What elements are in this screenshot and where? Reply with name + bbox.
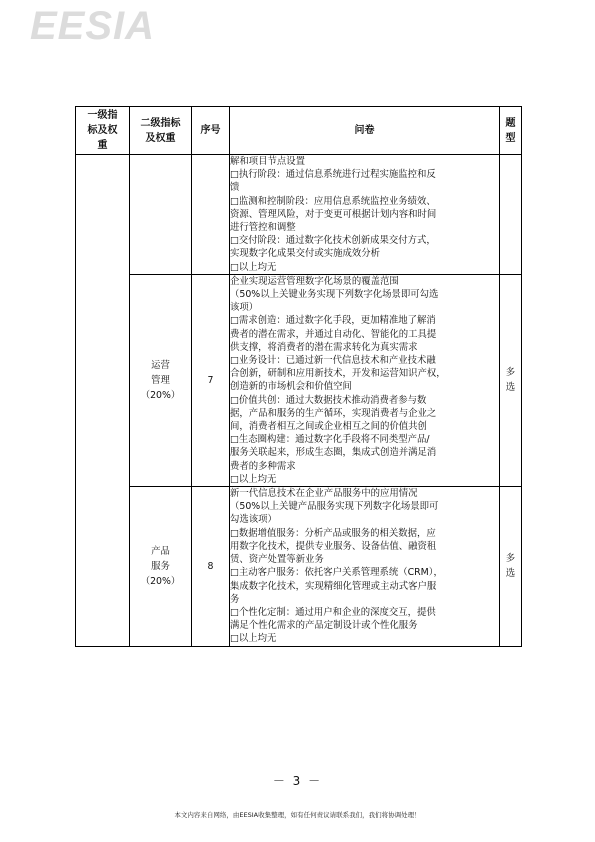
question-line: 满足个性化需求的产品定制设计或个性化服务 [230,620,418,632]
question-title: 新一代信息技术在企业产品服务中的应用情况 [230,488,418,500]
question-line: 务 [230,593,240,605]
option-execution: □执行阶段：通过信息系统进行过程实施监控和反 [230,169,436,181]
table-row [76,487,522,646]
question-line: 进行管控和调整 [230,222,296,234]
question-line: 据，产品和服务的生产循环，实现消费者与企业之 [230,407,437,419]
question-line: 实现数字化成果交付或实施成效分析 [230,248,381,260]
question-line: 赁、资产处置等新业务 [230,554,324,566]
sequence-cell [192,155,230,275]
table-row [76,274,522,486]
sequence-cell: 8 [192,487,230,646]
question-line: 间，消费者相互之间或企业相互之间的价值共创 [230,421,427,433]
question-line: 资源、管理风险，对于变更可根据计划内容和时间 [230,208,437,220]
table-row [76,155,522,275]
question-title: 企业实现运营管理数字化场景的覆盖范围 [230,275,399,287]
question-cell [230,274,500,486]
question-line: 创造新的市场机会和价值空间 [230,381,352,393]
question-line: 解和项目节点设置 [230,156,306,167]
question-line: 集成数字化技术，实现精细化管理或主动式客户服 [230,580,437,592]
option-none: □以上均无 [230,261,277,273]
option-ecosystem: □生态圈构建：通过数字化手段将不同类型产品/ [230,434,430,446]
option-data-value-added: □数据增值服务：分析产品或服务的相关数据，应 [230,527,436,539]
option-delivery: □交付阶段：通过数字化技术创新成果交付方式， [230,235,436,247]
level1-indicator-cell [76,155,130,647]
level2-indicator-cell: 运营 管理 （20%） [130,274,192,486]
header-questionnaire: 问卷 [230,107,500,155]
question-line: 服务关联起来，形成生态圈，集成式创造并满足消 [230,447,437,459]
option-value-cocreation: □价值共创：通过大数据技术推动消费者参与数 [230,394,427,406]
header-level1-indicator: 一级指 标及权 重 [76,107,130,155]
header-level2-indicator: 二级指标 及权重 [130,107,192,155]
question-line: 费者的潜在需求，并通过自动化、智能化的工具提 [230,328,437,340]
question-cell [230,487,500,646]
option-none: □以上均无 [230,633,277,645]
option-monitoring: □监测和控制阶段：应用信息系统监控业务绩效、 [230,195,436,207]
question-type-cell: 多 选 [500,487,522,646]
sequence-cell: 7 [192,274,230,486]
question-type-cell [500,155,522,275]
question-line: （50%以上关键业务实现下列数字化场景即可勾选 [230,289,439,301]
question-line: 馈 [230,182,240,194]
question-line: （50%以上关键产品服务实现下列数字化场景即可 [230,501,439,513]
question-line: 勾选该项） [230,514,277,526]
header-question-type: 题 型 [500,107,522,155]
header-sequence: 序号 [192,107,230,155]
option-none: □以上均无 [230,473,277,485]
question-line: 合创新，研制和应用新技术，开发和运营知识产权， [230,368,446,380]
question-cell [230,155,500,275]
page-number: － 3 － [272,774,323,788]
option-proactive-service: □主动客户服务：依托客户关系管理系统（CRM）， [230,567,443,579]
footer-disclaimer: 本文内容来自网络，由EESIA收集整理，如有任何责议请联系我们，我们将协调处理！ [174,811,421,819]
option-business-design: □业务设计：已通过新一代信息技术和产业技术融 [230,355,436,367]
level2-indicator-cell: 产品 服务 （20%） [130,487,192,646]
table-header-row [76,107,522,155]
option-demand-creation: □需求创造：通过数字化手段，更加精准地了解消 [230,315,436,327]
level2-indicator-cell [130,155,192,275]
question-line: 用数字化技术，提供专业服务、设备估值、融资租 [230,540,437,552]
option-customization: □个性化定制：通过用户和企业的深度交互，提供 [230,606,436,618]
question-line: 费者的多种需求 [230,460,296,472]
eesia-logo: EESIA [30,4,156,48]
question-type-cell: 多 选 [500,274,522,486]
question-line: 供支撑，将消费者的潜在需求转化为真实需求 [230,341,418,353]
questionnaire-table [75,106,522,647]
question-line: 该项） [230,302,259,314]
